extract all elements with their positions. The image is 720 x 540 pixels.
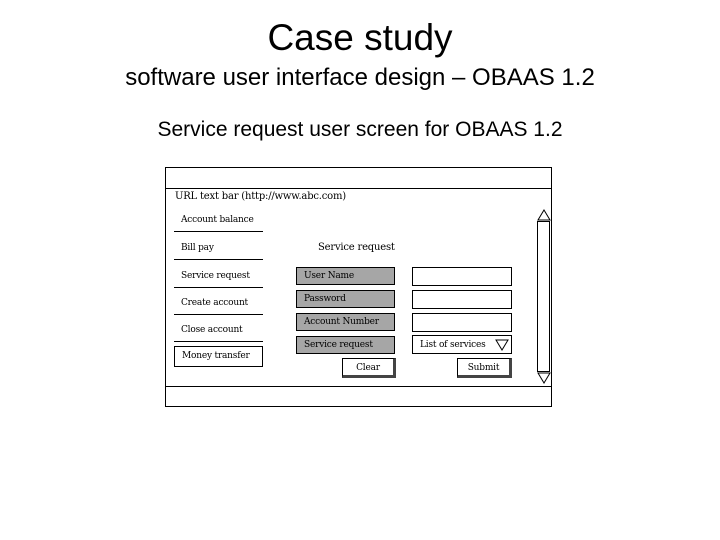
slide-caption: Service request user screen for OBAAS 1.2 <box>157 118 563 141</box>
window-status-divider <box>166 386 551 387</box>
account-number-input[interactable] <box>412 313 512 332</box>
scroll-track[interactable] <box>537 221 550 372</box>
form-title: Service request <box>318 242 395 253</box>
slide-subtitle: software user interface design – OBAAS 1.2 <box>125 64 595 91</box>
nav-item-label: Close account <box>181 325 243 335</box>
field-label-text: Service request <box>304 340 373 350</box>
nav-item-service-request[interactable] <box>174 266 263 288</box>
nav-item-label: Bill pay <box>181 243 214 253</box>
field-value: List of services <box>420 340 486 350</box>
nav-item-money-transfer[interactable] <box>174 346 263 367</box>
url-text-bar[interactable]: URL text bar (http://www.abc.com) <box>175 191 346 202</box>
user-name-label <box>296 267 395 285</box>
field-label-text: Account Number <box>304 317 379 327</box>
nav-item-create-account[interactable] <box>174 293 263 315</box>
nav-item-bill-pay[interactable] <box>174 238 263 260</box>
password-label <box>296 290 395 308</box>
service-request-dropdown[interactable] <box>412 335 512 354</box>
scroll-up-arrow-icon[interactable] <box>537 209 551 221</box>
nav-item-label: Account balance <box>181 215 254 225</box>
clear-button-label: Clear <box>356 363 380 373</box>
clear-button[interactable] <box>342 358 396 378</box>
nav-item-label: Create account <box>181 298 248 308</box>
vertical-scrollbar[interactable] <box>537 209 551 386</box>
submit-button[interactable] <box>457 358 512 378</box>
account-number-label <box>296 313 395 331</box>
nav-item-label: Service request <box>181 271 250 281</box>
ui-mockup-window <box>165 167 552 407</box>
field-label-text: User Name <box>304 271 354 281</box>
service-request-label <box>296 336 395 354</box>
user-name-input[interactable] <box>412 267 512 286</box>
password-input[interactable] <box>412 290 512 309</box>
submit-button-label: Submit <box>467 363 500 373</box>
nav-item-account-balance[interactable] <box>174 210 263 232</box>
window-top-bar <box>166 168 551 189</box>
dropdown-arrow-icon[interactable] <box>495 338 509 352</box>
field-label-text: Password <box>304 294 346 304</box>
nav-item-label: Money transfer <box>182 351 250 361</box>
scroll-down-arrow-icon[interactable] <box>537 372 551 384</box>
slide-title: Case study <box>267 17 453 58</box>
nav-item-close-account[interactable] <box>174 320 263 342</box>
